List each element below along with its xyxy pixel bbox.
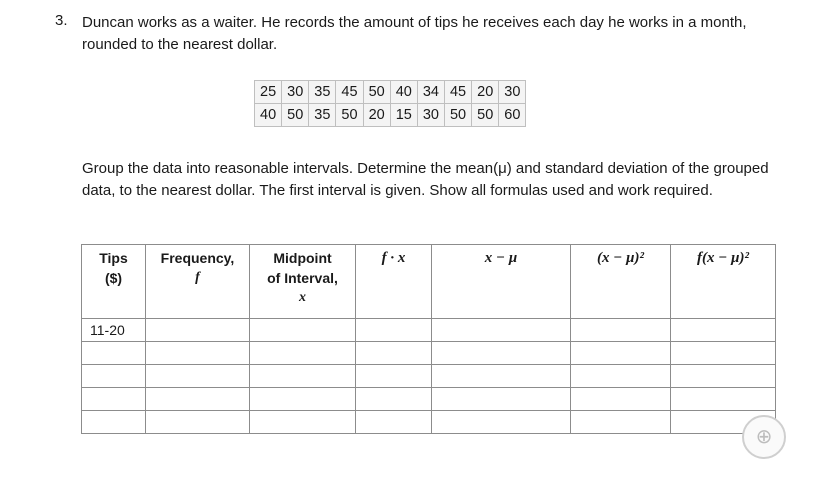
data-cell: 45 (444, 81, 471, 104)
data-cell: 50 (444, 104, 471, 127)
problem-instructions: Group the data into reasonable intervals. Determine the mean(μ) and standard deviation of the grouped data, to the nearest dollar. The first interval is given. Show all formulas used and work required. (82, 160, 769, 199)
answer-cell (146, 365, 250, 388)
answer-cell (671, 342, 776, 365)
table-row (82, 365, 776, 388)
answer-cell (571, 388, 671, 411)
data-cell: 30 (499, 81, 526, 104)
data-cell: 20 (363, 104, 390, 127)
data-cell: 50 (336, 104, 363, 127)
interval-cell (82, 342, 146, 365)
answer-cell (250, 365, 356, 388)
expand-icon: ⊕ (755, 426, 773, 448)
problem-number: 3. (55, 12, 68, 29)
answer-cell (250, 388, 356, 411)
tips-data-table (254, 80, 526, 127)
interval-cell (82, 388, 146, 411)
data-cell: 40 (390, 81, 417, 104)
answer-cell (356, 388, 432, 411)
interval-cell: 11-20 (82, 319, 146, 342)
grouped-data-table (81, 244, 776, 434)
answer-cell (356, 365, 432, 388)
table-row (82, 319, 776, 342)
tips-header-line2: ($) (104, 270, 123, 286)
data-cell: 30 (417, 104, 444, 127)
answer-cell (146, 388, 250, 411)
col-header-x-minus-mu: x − μ (432, 245, 571, 319)
answer-cell (432, 342, 571, 365)
table-row (82, 388, 776, 411)
col-header-x-minus-mu-squared: (x − μ)² (571, 245, 671, 319)
table-row (82, 411, 776, 434)
mid-header-line1: Midpoint (273, 250, 332, 266)
answer-cell (356, 411, 432, 434)
table-row (82, 342, 776, 365)
data-cell: 30 (282, 81, 309, 104)
expand-button[interactable] (742, 415, 786, 459)
data-cell: 35 (309, 104, 336, 127)
freq-header-line2: f (195, 270, 200, 285)
answer-cell (571, 319, 671, 342)
answer-cell (146, 411, 250, 434)
answer-cell (146, 319, 250, 342)
answer-cell (250, 342, 356, 365)
answer-cell (571, 365, 671, 388)
interval-cell (82, 411, 146, 434)
problem-intro: Duncan works as a waiter. He records the amount of tips he receives each day he works in a month, rounded to the nearest dollar. (82, 14, 747, 53)
data-cell: 50 (282, 104, 309, 127)
data-cell: 35 (309, 81, 336, 104)
answer-cell (671, 365, 776, 388)
col-header-tips (82, 245, 146, 319)
data-cell: 20 (472, 81, 499, 104)
answer-cell (146, 342, 250, 365)
col-header-midpoint (250, 245, 356, 319)
tips-header-line1: Tips (99, 250, 128, 266)
answer-cell (250, 319, 356, 342)
answer-cell (432, 319, 571, 342)
answer-cell (250, 411, 356, 434)
answer-cell (571, 342, 671, 365)
data-cell: 25 (255, 81, 282, 104)
data-cell: 45 (336, 81, 363, 104)
data-cell: 34 (417, 81, 444, 104)
answer-cell (432, 365, 571, 388)
answer-cell (432, 411, 571, 434)
answer-cell (571, 411, 671, 434)
answer-cell (671, 319, 776, 342)
data-cell: 15 (390, 104, 417, 127)
answer-cell (671, 388, 776, 411)
answer-cell (356, 342, 432, 365)
header-row (82, 245, 776, 319)
data-row (255, 81, 526, 104)
data-cell: 50 (363, 81, 390, 104)
col-header-f-x-minus-mu-squared: f(x − μ)² (671, 245, 776, 319)
answer-cell (432, 388, 571, 411)
interval-cell (82, 365, 146, 388)
mid-header-line3: x (299, 290, 306, 305)
col-header-fx: f · x (356, 245, 432, 319)
mid-header-line2: of Interval, (267, 270, 338, 286)
data-row (255, 104, 526, 127)
data-cell: 50 (472, 104, 499, 127)
data-cell: 60 (499, 104, 526, 127)
col-header-frequency (146, 245, 250, 319)
data-cell: 40 (255, 104, 282, 127)
freq-header-line1: Frequency, (160, 250, 235, 266)
answer-cell (356, 319, 432, 342)
